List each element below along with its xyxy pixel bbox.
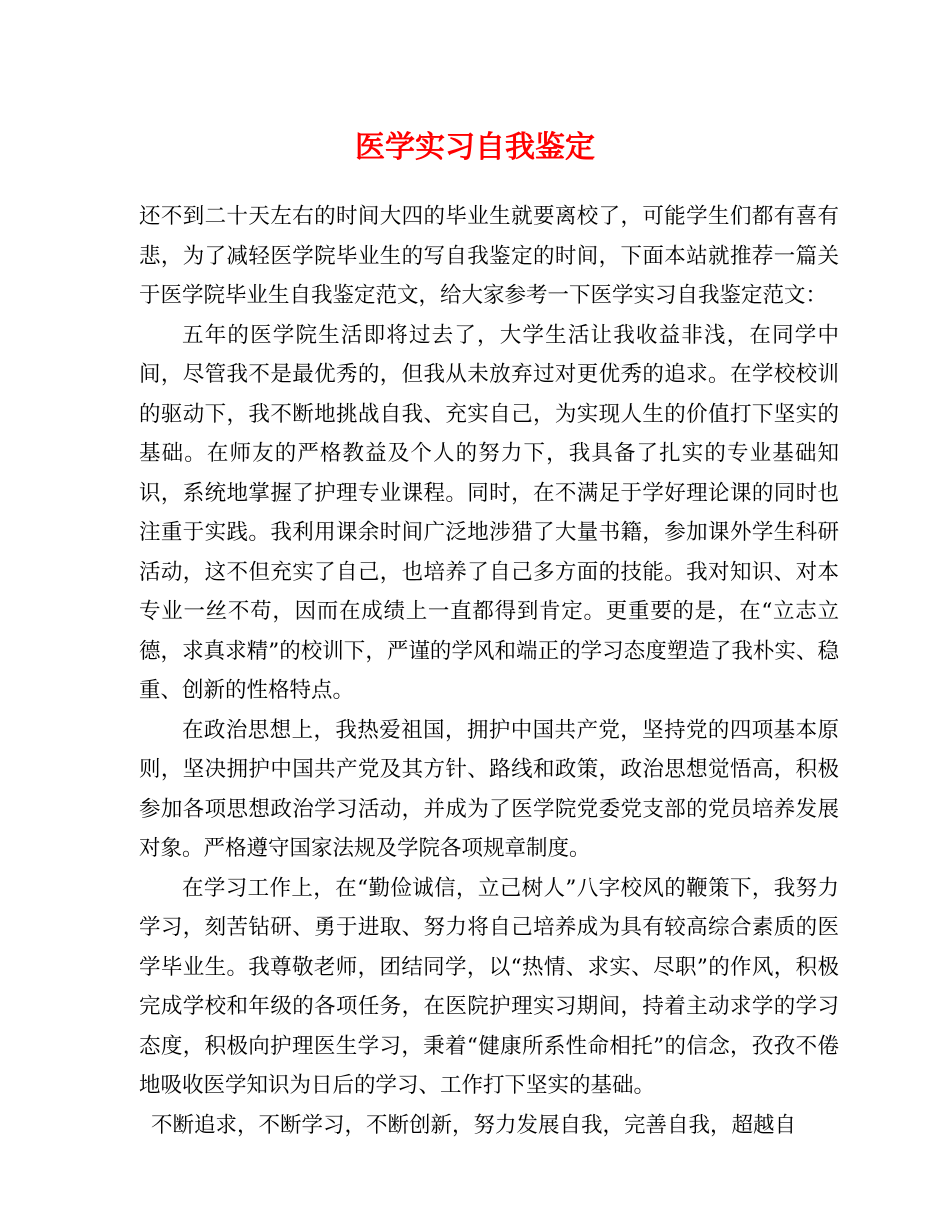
document-title: 医学实习自我鉴定	[355, 130, 595, 165]
intro-paragraph: 还不到二十天左右的时间大四的毕业生就要离校了，可能学生们都有喜有悲，为了减轻医学院毕业生的写自我鉴定的时间，下面本站就推荐一篇关于医学院毕业生自我鉴定范文，给大家参考一下医学实习自我鉴定范文：	[139, 204, 839, 308]
document-body	[139, 197, 839, 1145]
paragraph-study-life: 五年的医学院生活即将过去了，大学生活让我收益非浅，在同学中间，尽管我不是最优秀的，但我从未放弃过对更优秀的追求。在学校校训的驱动下，我不断地挑战自我、充实自己，为实现人生的价值打下坚实的基础。在师友的严格教益及个人的努力下，我具备了扎实的专业基础知识，系统地掌握了护理专业课程。同时，在不满足于学好理论课的同时也注重于实践。我利用课余时间广泛地涉猎了大量书籍，参加课外学生科研活动，这不但充实了自己，也培养了自己多方面的技能。我对知识、对本专业一丝不苟，因而在成绩上一直都得到肯定。更重要的是，在“立志立德，求真求精”的校训下，严谨的学风和端正的学习态度塑造了我朴实、稳重、创新的性格特点。	[139, 322, 839, 703]
paragraph-continuation: 不断追求，不断学习，不断创新，努力发展自我，完善自我，超越自	[151, 1112, 797, 1138]
paragraph-political-thought: 在政治思想上，我热爱祖国，拥护中国共产党，坚持党的四项基本原则，坚决拥护中国共产党及其方针、路线和政策，政治思想觉悟高，积极参加各项思想政治学习活动，并成为了医学院党委党支部的党员培养发展对象。严格遵守国家法规及学院各项规章制度。	[139, 717, 839, 861]
paragraph-study-work: 在学习工作上，在“勤俭诚信，立己树人”八字校风的鞭策下，我努力学习，刻苦钻研、勇于进取、努力将自己培养成为具有较高综合素质的医学毕业生。我尊敬老师，团结同学，以“热情、求实、尽职”的作风，积极完成学校和年级的各项任务，在医院护理实习期间，持着主动求学的学习态度，积极向护理医生学习，秉着“健康所系性命相托”的信念，孜孜不倦地吸收医学知识为日后的学习、工作打下坚实的基础。	[139, 875, 839, 1098]
